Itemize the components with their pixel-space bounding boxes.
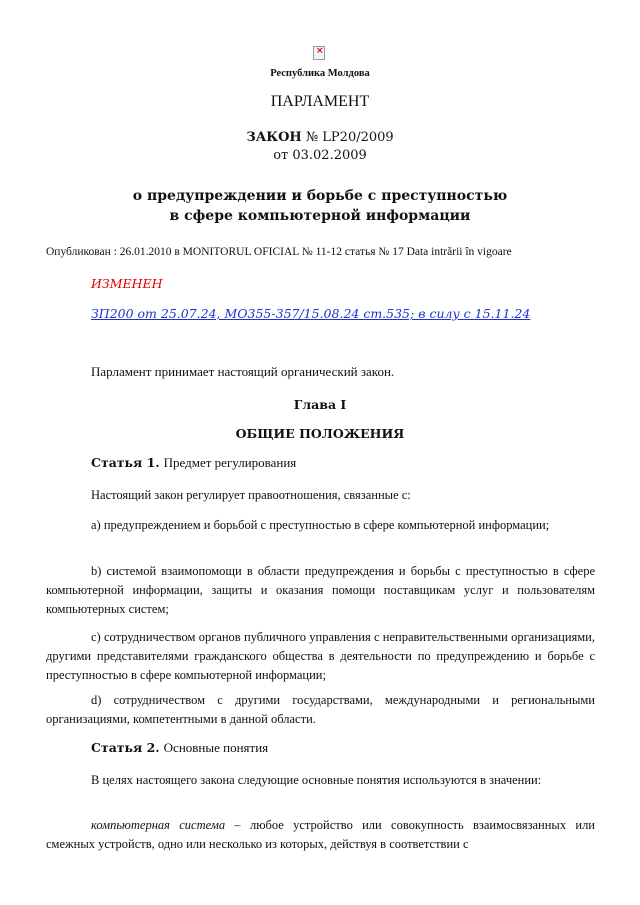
term-definition: – любое устройство или совокупность взаимосвязанных или смежных устройств, одно или несколько из которых, действуя в соответствии с xyxy=(46,818,595,851)
law-number-value: № LP20/2009 xyxy=(305,130,394,145)
publication-info: Опубликован : 26.01.2010 в MONITORUL OFICIAL № 11-12 статья № 17 Data intrării în vigoare xyxy=(46,246,512,258)
article-2-label: Статья 2. xyxy=(91,740,160,755)
chapter-title: ОБЩИЕ ПОЛОЖЕНИЯ xyxy=(235,426,405,441)
defined-term: компьютерная система xyxy=(91,818,226,832)
law-number xyxy=(0,130,640,145)
law-title-line-2: в сфере компьютерной информации xyxy=(169,208,471,224)
article-1-intro: Настоящий закон регулирует правоотношения, связанные с: xyxy=(91,488,411,502)
country-name: Республика Молдова xyxy=(270,68,370,79)
article-1-item-b: b) системой взаимопомощи в области предупреждения и борьбы с преступностью в сфере компьютерной информации, защиты и оказания помощи поставщикам услуг и пользователям компьютерных систем; xyxy=(46,564,595,616)
article-2-intro: В целях настоящего закона следующие основные понятия используются в значении: xyxy=(91,773,542,787)
broken-image-icon: × xyxy=(313,46,325,60)
law-title xyxy=(0,186,640,226)
law-label: ЗАКОН xyxy=(246,130,302,145)
article-1-item-c: c) сотрудничеством органов публичного управления с неправительственными организациями, другими представителями гражданского общества в деятельности по предупреждению и борьбе с преступностью в сфере компьютерной информации; xyxy=(46,630,595,682)
amendment-link[interactable]: ЗП200 от 25.07.24, МО355-357/15.08.24 ст.535; в силу с 15.11.24 xyxy=(91,306,531,321)
article-1-item-d: d) сотрудничеством с другими государствами, международными и региональными организациями, компетентными в данной области. xyxy=(46,693,595,726)
institution-name: ПАРЛАМЕНТ xyxy=(270,93,370,110)
amendment-status: ИЗМЕНЕН xyxy=(91,276,163,291)
article-2-name: Основные понятия xyxy=(163,740,269,755)
article-1-item-a: a) предупреждением и борьбой с преступностью в сфере компьютерной информации; xyxy=(91,518,550,532)
law-title-line-1: о предупреждении и борьбе с преступностью xyxy=(132,188,508,204)
article-2-heading xyxy=(91,740,268,756)
article-1-heading xyxy=(91,455,296,471)
article-2-definition xyxy=(46,816,595,854)
article-1-label: Статья 1. xyxy=(91,455,160,470)
intro-paragraph: Парламент принимает настоящий органический закон. xyxy=(91,364,395,379)
chapter-heading: Глава I xyxy=(293,397,347,412)
article-1-name: Предмет регулирования xyxy=(163,455,297,470)
law-date: от 03.02.2009 xyxy=(273,148,367,163)
